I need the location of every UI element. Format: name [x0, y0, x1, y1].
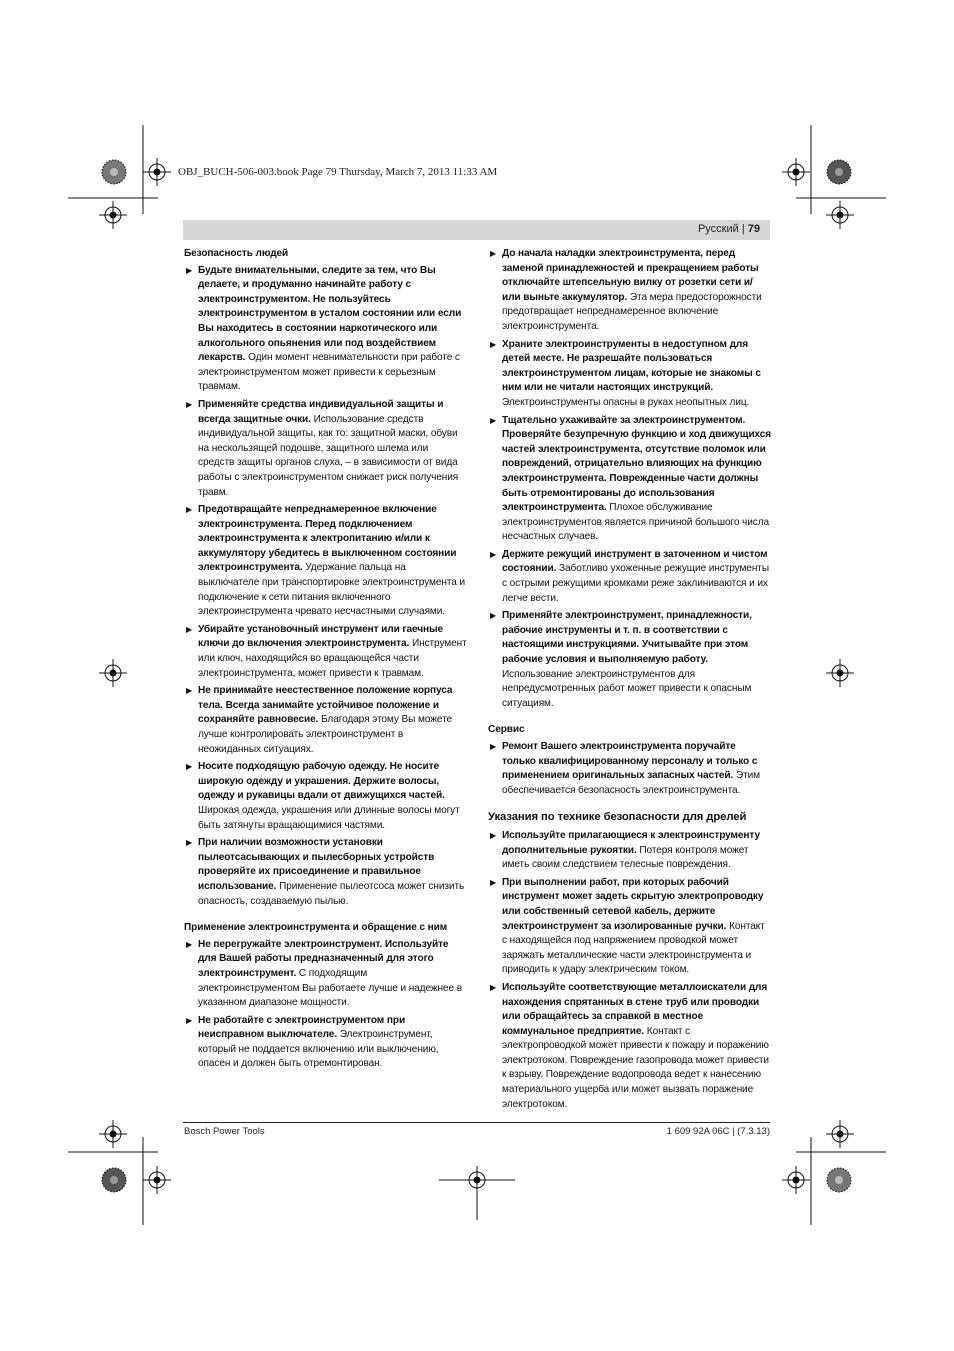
language-label: Русский [697, 223, 739, 235]
print-slug: OBJ_BUCH-506-003.book Page 79 Thursday, March 7, 2013 11:33 AM [178, 166, 498, 178]
item-bold-text: Не работайте с электроинструментом при неисправном выключателе. [198, 1014, 406, 1041]
right-column [488, 247, 771, 1115]
item-bold-text: Не перегружайте электроинструмент. Используйте для Вашей работы предназначенный для этого электроинструмент. [198, 938, 449, 979]
item-bold-text: Тщательно ухаживайте за электроинструментом. Проверяйте безупречную функцию и ход движущихся частей электроинструмента, отсутствие поломок или повреждений, отрицательно влияющих на функцию электроинструмента. Поврежденные части должны быть отремонтированы до использования электроинструмента. [502, 414, 771, 514]
item-text: Этим обеспечивается безопасность электроинструмента. [502, 770, 760, 796]
list-item [184, 264, 467, 395]
item-text: Электроинструменты опасны в руках неопытных лиц. [502, 396, 750, 408]
left-column [184, 247, 467, 1075]
bullet-arrow-icon: ▶ [186, 1015, 193, 1025]
list-item [184, 938, 467, 1011]
list-item [184, 503, 467, 620]
bullet-arrow-icon: ▶ [490, 877, 497, 887]
bullet-arrow-icon: ▶ [490, 830, 497, 840]
page-header [183, 220, 770, 240]
bullet-arrow-icon: ▶ [490, 249, 497, 258]
item-text: Потеря контроля может иметь своим следствием телесные повреждения. [502, 844, 749, 871]
bullet-arrow-icon: ▶ [490, 982, 497, 992]
item-text: Эта мера предосторожности предотвращает непреднамеренное включение электроинструмента. [502, 291, 762, 332]
item-text: Широкая одежда, украшения или длинные волосы могут быть затянуты вращающимися частями. [198, 804, 460, 831]
item-bold-text: Носите подходящую рабочую одежду. Не носите широкую одежду и украшения. Держите волосы, одежду и рукавицы вдали от движущихся частей. [198, 761, 445, 802]
bullet-arrow-icon: ▶ [186, 838, 193, 848]
item-bold-text: Убирайте установочный инструмент или гаечные ключи до включения электроинструмента. [198, 623, 444, 650]
item-bold-text: Применяйте средства индивидуальной защиты и всегда защитные очки. [198, 398, 444, 425]
list-item [488, 829, 771, 873]
bullet-arrow-icon: ▶ [490, 549, 497, 559]
bullet-arrow-icon: ▶ [186, 939, 193, 949]
list-item [488, 414, 771, 545]
bullet-arrow-icon: ▶ [490, 742, 497, 751]
list-item [488, 247, 771, 335]
item-bold-text: Предотвращайте непреднамеренное включение электроинструмента. Перед подключением электроинструмента к электропитанию и/или к аккумулятору убедитесь в выключенном состоянии электроинструмента. [198, 504, 457, 574]
item-text: Использование электроинструментов для непредусмотренных работ может привести к опасным ситуациям. [502, 668, 752, 709]
item-text: Применение пылеотсоса может снизить опасность, создаваемую пылью. [198, 880, 465, 907]
item-text: Удержание пальца на выключателе при транспортировке электроинструмента и подключение к сети питания включенного электроинструмента чревато несчастными случаями. [198, 562, 466, 618]
item-bold-text: Используйте соответствующие металлоискатели для нахождения спрятанных в стене труб или проводки или обращайтесь за справкой в местное коммунальное предприятие. [502, 981, 768, 1037]
item-bold-text: Не принимайте неестественное положение корпуса тела. Всегда занимайте устойчивое положение и сохраняйте равновесие. [198, 685, 453, 726]
section-title: Сервис [488, 724, 525, 736]
item-text: Контакт с электропроводкой может привести к пожару и поражению электротоком. Повреждение газопровода может привести к взрыву. Повреждение водопровода ведет к нанесению материального ущерба или может вызвать поражение электротоком. [502, 1025, 769, 1110]
list-item [488, 876, 771, 978]
footer-brand: Bosch Power Tools [184, 1126, 265, 1137]
list-item [488, 740, 771, 798]
item-bold-text: Держите режущий инструмент в заточенном и чистом состоянии. [502, 548, 768, 575]
item-text: Контакт с находящейся под напряжением проводкой может заряжать металлические части электроинструмента и приводить к удару электрическим током. [502, 920, 765, 976]
bullet-arrow-icon: ▶ [186, 762, 193, 772]
bullet-arrow-icon: ▶ [186, 399, 193, 409]
item-text: Инструмент или ключ, находящийся во вращающейся части электроинструмента, может привести к травмам. [198, 638, 467, 679]
list-item [488, 338, 771, 411]
list-item [184, 760, 467, 833]
list-item [488, 981, 771, 1112]
item-bold-text: При выполнении работ, при которых рабочий инструмент может задеть скрытую электропроводку или собственный сетевой кабель, держите электроинструмент за изолированные ручки. [502, 876, 764, 932]
section-title: Указания по технике безопасности для дрелей [488, 811, 747, 824]
list-item [488, 548, 771, 606]
bullet-arrow-icon: ▶ [490, 339, 497, 349]
item-bold-text: Храните электроинструменты в недоступном для детей месте. Не разрешайте пользоваться электроинструментом лицам, которые не знакомы с ним или не читали настоящих инструкций. [502, 338, 761, 394]
section-title: Применение электроинструмента и обращение с ним [184, 922, 448, 934]
bullet-arrow-icon: ▶ [186, 505, 193, 515]
page-number: 79 [747, 223, 760, 235]
list-item [184, 684, 467, 757]
footer-doc-number: 1 609 92A 06C | (7.3.13) [666, 1126, 770, 1137]
bullet-arrow-icon: ▶ [186, 624, 193, 634]
bullet-arrow-icon: ▶ [186, 686, 193, 696]
list-item [184, 1014, 467, 1072]
bullet-arrow-icon: ▶ [490, 415, 497, 425]
list-item [488, 609, 771, 711]
item-bold-text: Ремонт Вашего электроинструмента поручайте только квалифицированному персоналу и только с применением оригинальных запасных частей. [502, 741, 758, 782]
list-item [184, 398, 467, 500]
header-label [698, 223, 760, 235]
item-text: Один момент невнимательности при работе с электроинструментом может привести к серьезным травмам. [198, 352, 460, 393]
item-bold-text: Используйте прилагающиеся к электроинструменту дополнительные рукоятки. [502, 829, 761, 856]
bullet-arrow-icon: ▶ [186, 265, 193, 275]
item-bold-text: Применяйте электроинструмент, принадлежности, рабочие инструменты и т. п. в соответствии с настоящими инструкциями. Учитывайте при этом рабочие условия и выполняемую работу. [502, 610, 752, 666]
item-text: С подходящим электроинструментом Вы работаете лучше и надежнее в указанном диапазоне мощности. [198, 967, 462, 1009]
item-bold-text: При наличии возможности установки пылеотсасывающих и пылесборных устройств проверяйте их присоединение и правильное использование. [198, 837, 435, 892]
item-text: Плохое обслуживание электроинструментов является причиной большого числа несчастных случаев. [502, 502, 770, 543]
footer-rule [183, 1122, 770, 1123]
list-item [184, 836, 467, 909]
header-separator: | [741, 223, 745, 235]
bullet-arrow-icon: ▶ [490, 611, 497, 621]
item-text: Благодаря этому Вы можете лучше контролировать электроинструмент в неожиданных ситуациях. [198, 714, 452, 755]
item-text: Использование средств индивидуальной защиты, как то: защитной маски, обуви на нескользящей подошве, защитного шлема или средств защиты органов слуха, – в зависимости от вида работы с электроинструментом снижает риск получения травм. [198, 413, 459, 498]
item-text: Заботливо ухоженные режущие инструменты с острыми режущими кромками реже заклиниваются и их легче вести. [502, 563, 769, 604]
list-item [184, 623, 467, 681]
item-bold-text: До начала наладки электроинструмента, перед заменой принадлежностей и прекращением работы отключайте штепсельную вилку от розетки сети и/или выньте аккумулятор. [502, 248, 759, 303]
item-text: Электроинструмент, который не поддается включению или выключению, опасен и должен быть отремонтирован. [198, 1029, 439, 1070]
item-bold-text: Будьте внимательными, следите за тем, что Вы делаете, и продуманно начинайте работу с электроинструментом. Не пользуйтесь электроинструментом в усталом состоянии или если Вы находитесь в состоянии наркотического или алкогольного опьянения или под воздействием лекарств. [198, 264, 462, 364]
section-title: Безопасность людей [184, 248, 289, 259]
